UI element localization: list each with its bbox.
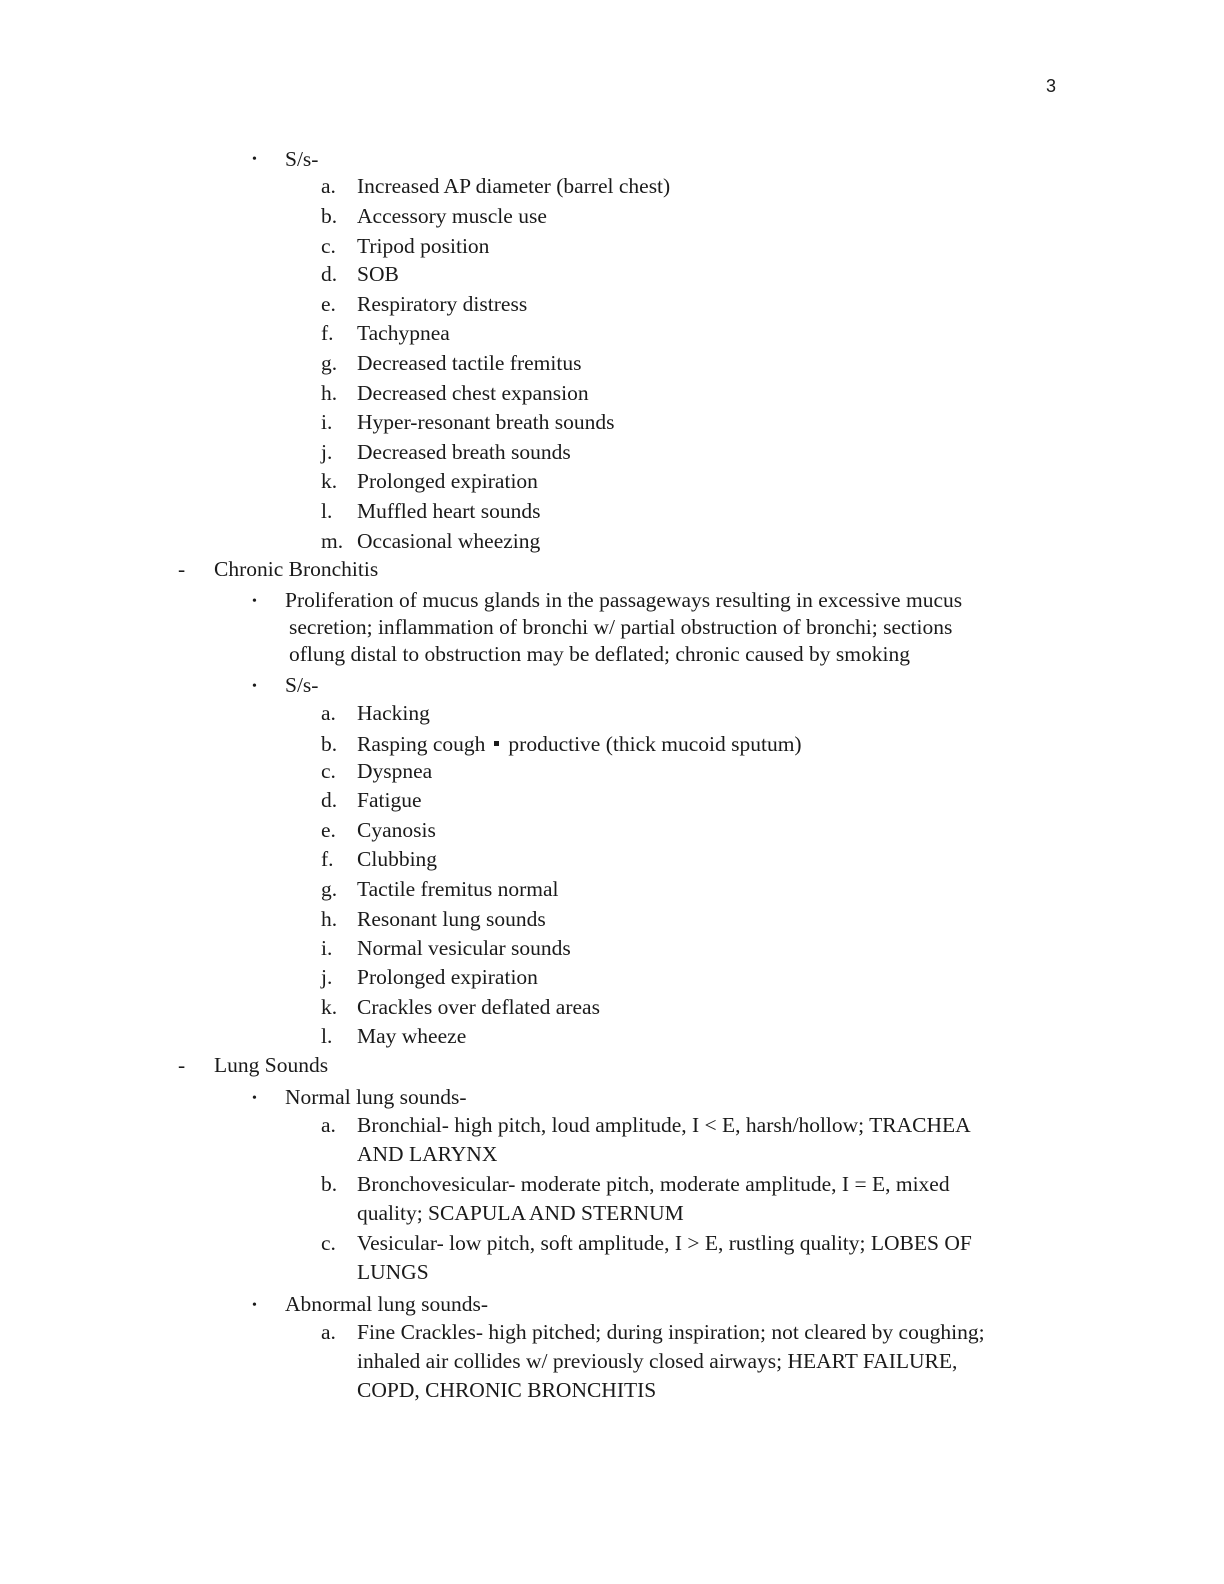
- list-item: Tachypnea: [357, 321, 450, 345]
- list-item-line: COPD, CHRONIC BRONCHITIS: [357, 1378, 657, 1402]
- list-item: SOB: [357, 262, 399, 286]
- list-item: Muffled heart sounds: [357, 499, 541, 523]
- list-marker: g.: [321, 351, 338, 375]
- list-marker: f.: [321, 321, 334, 345]
- section-heading-chronic-bronchitis: Chronic Bronchitis: [214, 557, 379, 581]
- list-item: Increased AP diameter (barrel chest): [357, 174, 671, 198]
- list-item-line: Vesicular- low pitch, soft amplitude, I > E, rustling quality; LOBES OF: [357, 1231, 972, 1255]
- list-item: Tactile fremitus normal: [357, 877, 559, 901]
- bullet-icon: •: [252, 152, 257, 167]
- list-item-line: Bronchial- high pitch, loud amplitude, I < E, harsh/hollow; TRACHEA: [357, 1113, 971, 1137]
- list-marker: c.: [321, 759, 336, 783]
- list-marker: b.: [321, 1172, 338, 1196]
- list-marker: k.: [321, 995, 338, 1019]
- list-item: Clubbing: [357, 847, 438, 871]
- list-marker: l.: [321, 499, 333, 523]
- list-item-line: quality; SCAPULA AND STERNUM: [357, 1201, 684, 1225]
- list-item: Dyspnea: [357, 759, 433, 783]
- list-item: Crackles over deflated areas: [357, 995, 600, 1019]
- list-marker: a.: [321, 1320, 336, 1344]
- list-item: Hyper-resonant breath sounds: [357, 410, 615, 434]
- list-item: Hacking: [357, 701, 430, 725]
- list-item: Decreased tactile fremitus: [357, 351, 582, 375]
- list-marker: l.: [321, 1024, 333, 1048]
- list-item-line: LUNGS: [357, 1260, 429, 1284]
- list-item: [357, 731, 802, 758]
- bullet-icon: •: [252, 679, 257, 694]
- list-item-line: Fine Crackles- high pitched; during inspiration; not cleared by coughing;: [357, 1320, 985, 1344]
- list-item-text: productive (thick mucoid sputum): [508, 732, 802, 756]
- list-marker: j.: [321, 965, 333, 989]
- list-marker: i.: [321, 410, 333, 434]
- list-marker: b.: [321, 732, 338, 756]
- list-item: Normal vesicular sounds: [357, 936, 571, 960]
- list-item: Accessory muscle use: [357, 204, 547, 228]
- list-marker: g.: [321, 877, 338, 901]
- list-marker: e.: [321, 292, 336, 316]
- list-item: Prolonged expiration: [357, 965, 538, 989]
- list-marker: a.: [321, 174, 336, 198]
- page-number: 3: [1046, 76, 1057, 96]
- description-line: oflung distal to obstruction may be deflated; chronic caused by smoking: [289, 642, 910, 666]
- list-marker: b.: [321, 204, 338, 228]
- description-line: Proliferation of mucus glands in the passageways resulting in excessive mucus: [285, 588, 963, 612]
- normal-lung-sounds-label: Normal lung sounds-: [285, 1085, 467, 1109]
- list-marker: h.: [321, 381, 338, 405]
- list-marker: m.: [321, 529, 344, 553]
- list-marker: c.: [321, 1231, 336, 1255]
- bullet-icon: •: [252, 1091, 257, 1106]
- list-marker: i.: [321, 936, 333, 960]
- description-line: secretion; inflammation of bronchi w/ partial obstruction of bronchi; sections: [289, 615, 953, 639]
- list-item: Decreased breath sounds: [357, 440, 571, 464]
- bronchitis-ss-label: S/s-: [285, 673, 319, 697]
- list-marker: f.: [321, 847, 334, 871]
- list-marker: e.: [321, 818, 336, 842]
- list-item-line: Bronchovesicular- moderate pitch, moderate amplitude, I = E, mixed: [357, 1172, 950, 1196]
- list-marker: a.: [321, 1113, 336, 1137]
- list-marker: j.: [321, 440, 333, 464]
- list-item-text: Rasping cough: [357, 732, 486, 756]
- abnormal-lung-sounds-label: Abnormal lung sounds-: [285, 1292, 489, 1316]
- list-marker: h.: [321, 907, 338, 931]
- dash-marker: -: [178, 1053, 186, 1077]
- emphysema-ss-label: S/s-: [285, 147, 319, 171]
- list-marker: d.: [321, 262, 338, 286]
- list-item: Prolonged expiration: [357, 469, 538, 493]
- list-marker: c.: [321, 234, 336, 258]
- list-marker: k.: [321, 469, 338, 493]
- list-marker: a.: [321, 701, 336, 725]
- dash-marker: -: [178, 557, 186, 581]
- list-item: Tripod position: [357, 234, 490, 258]
- list-item: Resonant lung sounds: [357, 907, 546, 931]
- bullet-icon: •: [252, 1298, 257, 1313]
- list-item-line: AND LARYNX: [357, 1142, 498, 1166]
- list-item: Decreased chest expansion: [357, 381, 589, 405]
- bullet-icon: •: [252, 594, 257, 609]
- list-item: May wheeze: [357, 1024, 467, 1048]
- list-item: Respiratory distress: [357, 292, 528, 316]
- list-item: Fatigue: [357, 788, 422, 812]
- list-item: Occasional wheezing: [357, 529, 541, 553]
- section-heading-lung-sounds: Lung Sounds: [214, 1053, 329, 1077]
- square-bullet-icon: [494, 741, 499, 746]
- list-item: Cyanosis: [357, 818, 436, 842]
- list-item-line: inhaled air collides w/ previously closed airways; HEART FAILURE,: [357, 1349, 958, 1373]
- list-marker: d.: [321, 788, 338, 812]
